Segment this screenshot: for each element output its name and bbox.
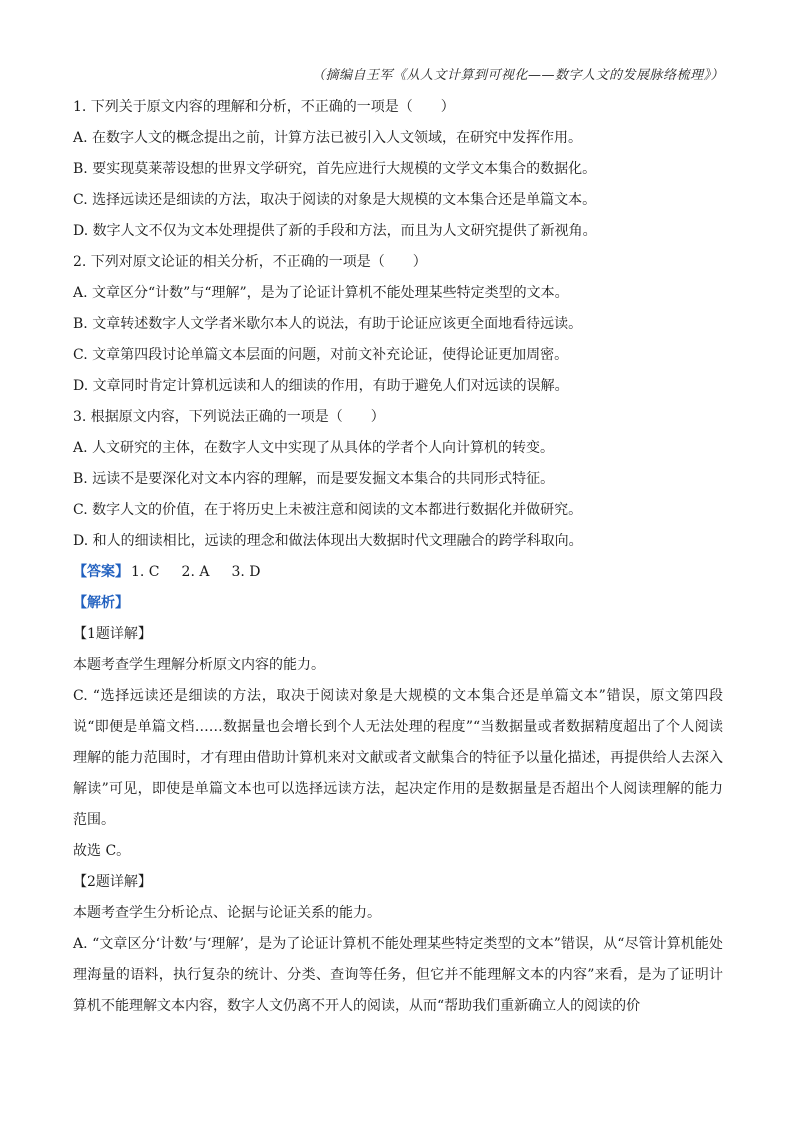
question-2-option-b: B. 文章转述数字人文学者米歇尔本人的说法，有助于论证应该更全面地看待远读。 <box>73 316 583 332</box>
question-1-option-b: B. 要实现莫莱蒂设想的世界文学研究，首先应进行大规模的文学文本集合的数据化。 <box>73 161 597 177</box>
question-2-option-d: D. 文章同时肯定计算机远读和人的细读的作用，有助于避免人们对远读的误解。 <box>73 378 569 394</box>
q1-analysis-body: C. “选择远读还是细读的方法，取决于阅读对象是大规模的文本集合还是单篇文本”错误，原文第四段说“即便是单篇文档……数据量也会增长到个人无法处理的程度”“当数据量或者数据精度超出了个人阅读理解的能力范围时，才有理由借助计算机来对文献或者文献集合的特征予以量化描述，再提供给人去深入解读”可见，即使是单篇文本也可以选择远读方法，起决定作用的是数据量是否超出个人阅读理解的能力范围。 <box>73 688 723 828</box>
question-3-stem: 3. 根据原文内容，下列说法正确的一项是（ ） <box>73 409 385 425</box>
q2-analysis-intro: 本题考查学生分析论点、论据与论证关系的能力。 <box>73 905 381 921</box>
q1-analysis-intro: 本题考查学生理解分析原文内容的能力。 <box>73 657 325 673</box>
question-1-option-a: A. 在数字人文的概念提出之前，计算方法已被引入人文领域，在研究中发挥作用。 <box>73 130 583 146</box>
q2-analysis-body: A. “文章区分‘计数’与‘理解’，是为了论证计算机不能处理某些特定类型的文本”错误，从“尽管计算机能处理海量的语料，执行复杂的统计、分类、查询等任务，但它并不能理解文本的内容”来看，是为了证明计算机不能理解文本内容，数字人文仍离不开人的阅读，从而“帮助我们重新确立人的阅读的价 <box>73 936 723 1014</box>
answer-item-2: 2. A <box>181 564 210 580</box>
question-3-option-c: C. 数字人文的价值，在于将历史上未被注意和阅读的文本都进行数据化并做研究。 <box>73 502 583 518</box>
question-2-stem: 2. 下列对原文论证的相关分析，不正确的一项是（ ） <box>73 254 427 270</box>
answer-row <box>73 557 723 588</box>
question-3-option-b: B. 远读不是要深化对文本内容的理解，而是要发掘文本集合的共同形式特征。 <box>73 471 555 487</box>
answer-tag: 【答案】 <box>73 564 129 580</box>
question-1-stem: 1. 下列关于原文内容的理解和分析，不正确的一项是（ ） <box>73 99 455 115</box>
q2-analysis-title: 【2题详解】 <box>73 874 152 890</box>
answer-item-1: 1. C <box>131 564 160 580</box>
question-2-option-c: C. 文章第四段讨论单篇文本层面的问题，对前文补充论证，使得论证更加周密。 <box>73 347 569 363</box>
q1-analysis-conclusion: 故选 C。 <box>73 843 131 859</box>
source-citation: （摘编自王军《从人文计算到可视化——数字人文的发展脉络梳理》） <box>311 68 724 83</box>
document-content <box>73 92 723 1022</box>
question-1-option-c: C. 选择远读还是细读的方法，取决于阅读的对象是大规模的文本集合还是单篇文本。 <box>73 192 597 208</box>
q1-analysis-title: 【1题详解】 <box>73 626 152 642</box>
question-3-option-a: A. 人文研究的主体，在数字人文中实现了从具体的学者个人向计算机的转变。 <box>73 440 555 456</box>
question-2-option-a: A. 文章区分“计数”与“理解”，是为了论证计算机不能处理某些特定类型的文本。 <box>73 285 569 301</box>
answer-item-3: 3. D <box>231 564 261 580</box>
question-1-option-d: D. 数字人文不仅为文本处理提供了新的手段和方法，而且为人文研究提供了新视角。 <box>73 223 597 239</box>
question-3-option-d: D. 和人的细读相比，远读的理念和做法体现出大数据时代文理融合的跨学科取向。 <box>73 533 583 549</box>
analysis-tag: 【解析】 <box>73 595 129 611</box>
